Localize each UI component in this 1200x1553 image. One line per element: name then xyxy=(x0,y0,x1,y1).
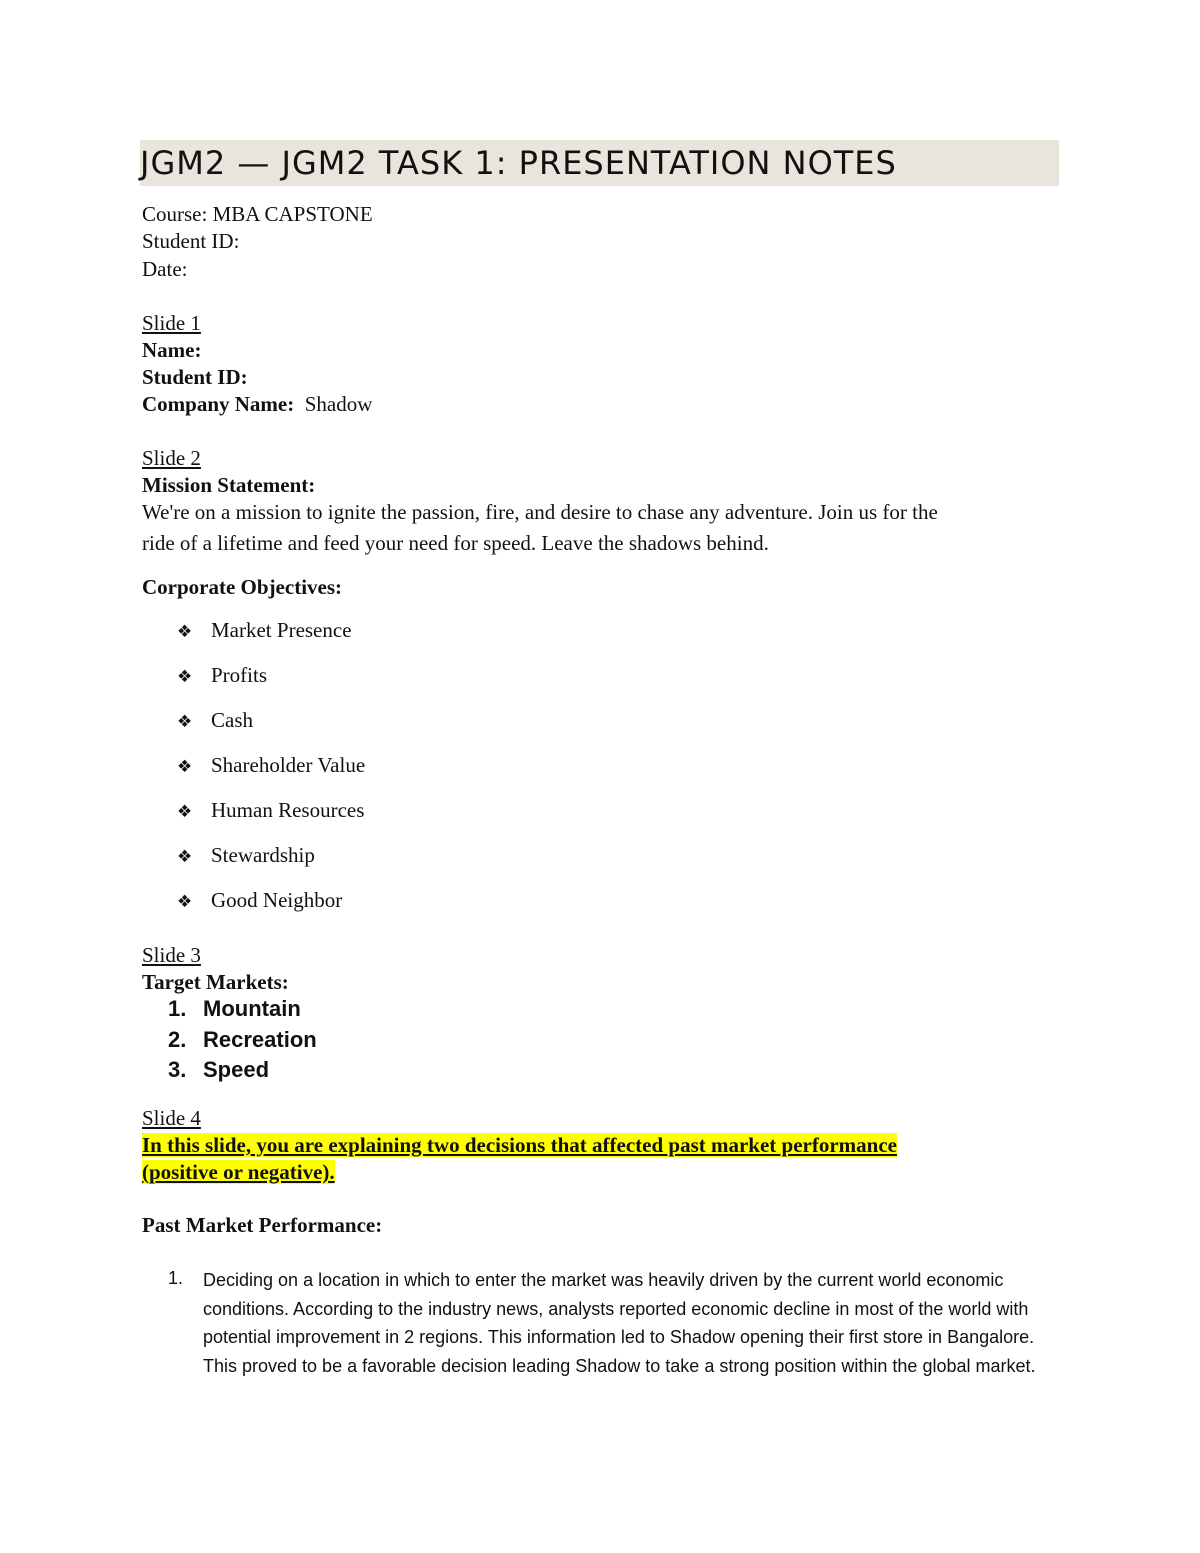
list-item: 1. Mountain xyxy=(168,996,301,1021)
diamond-bullet-icon: ❖ xyxy=(177,622,193,642)
mission-line-1: We're on a mission to ignite the passion, fire, and desire to chase any adventure. Join us for the xyxy=(142,500,938,524)
slide1-heading: Slide 1 xyxy=(142,311,201,335)
list-item: ❖ Stewardship xyxy=(177,843,315,867)
diamond-bullet-icon: ❖ xyxy=(177,847,193,867)
mission-line-2: ride of a lifetime and feed your need for speed. Leave the shadows behind. xyxy=(142,531,769,555)
page-title: JGM2 — JGM2 TASK 1: PRESENTATION NOTES xyxy=(140,144,897,182)
list-item: ❖ Good Neighbor xyxy=(177,888,343,912)
list-item: 2. Recreation xyxy=(168,1027,317,1052)
mission-label: Mission Statement: xyxy=(142,473,316,497)
slide4-heading: Slide 4 xyxy=(142,1106,201,1130)
past-performance-item-1: Deciding on a location in which to enter the market was heavily driven by the current world economic conditions. According to the industry news, analysts reported economic decline in most of the world with potential improvement in 2 regions. This information led to Shadow opening their first store in Bangalore. This proved to be a favorable decision leading Shadow to take a strong position within the global market. xyxy=(203,1270,1036,1376)
slide2-heading: Slide 2 xyxy=(142,446,201,470)
diamond-bullet-icon: ❖ xyxy=(177,712,193,732)
instruction-line-2: (positive or negative). xyxy=(142,1160,335,1184)
course-line: Course: MBA CAPSTONE xyxy=(142,202,373,226)
objectives-label: Corporate Objectives: xyxy=(142,575,343,599)
diamond-bullet-icon: ❖ xyxy=(177,892,193,912)
past-performance-label: Past Market Performance: xyxy=(142,1213,383,1237)
slide1-student-id-label: Student ID: xyxy=(142,365,248,389)
list-item: ❖ Market Presence xyxy=(177,618,352,642)
list-item: ❖ Profits xyxy=(177,663,268,687)
slide3-heading: Slide 3 xyxy=(142,943,201,967)
diamond-bullet-icon: ❖ xyxy=(177,802,193,822)
student-id-line: Student ID: xyxy=(142,229,240,253)
list-item: 3. Speed xyxy=(168,1057,270,1082)
date-line: Date: xyxy=(142,257,188,281)
diamond-bullet-icon: ❖ xyxy=(177,757,193,777)
list-item: ❖ Human Resources xyxy=(177,798,365,822)
list-item: ❖ Shareholder Value xyxy=(177,753,366,777)
name-label: Name: xyxy=(142,338,202,362)
target-markets-label: Target Markets: xyxy=(142,970,289,994)
company-line xyxy=(142,392,372,417)
company-label: Company Name: xyxy=(142,392,295,416)
list-item: ❖ Cash xyxy=(177,708,253,732)
item-number: 1. xyxy=(168,1268,184,1288)
instruction-line-1: In this slide, you are explaining two decisions that affected past market performance xyxy=(142,1133,897,1157)
diamond-bullet-icon: ❖ xyxy=(177,667,193,687)
company-value: Shadow xyxy=(304,392,373,416)
